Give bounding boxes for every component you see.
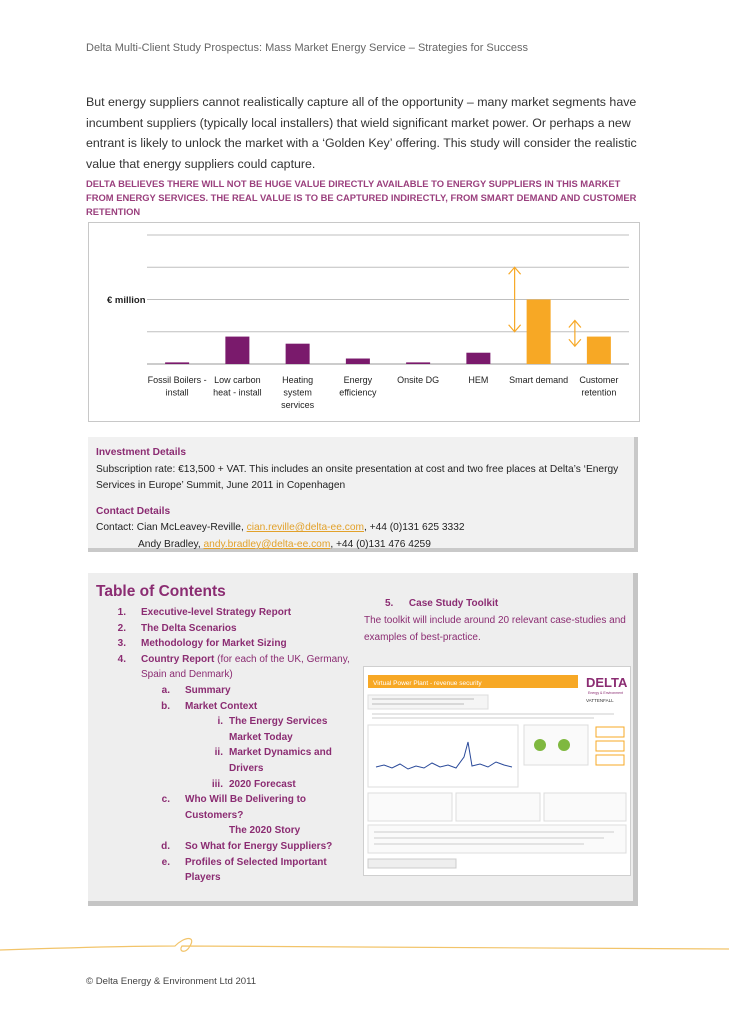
toc-item xyxy=(88,745,358,776)
thumbnail-callout xyxy=(596,741,624,751)
case-study-title: Case Study Toolkit xyxy=(408,598,499,609)
copyright-notice: © Delta Energy & Environment Ltd 2011 xyxy=(86,976,257,987)
contact-heading: Contact Details xyxy=(96,505,171,517)
toc-item-text: Profiles of Selected Important Players xyxy=(185,856,327,884)
bar xyxy=(466,353,490,364)
toc-item-subtext: The 2020 Story xyxy=(229,825,301,837)
toc-item xyxy=(88,714,358,745)
toc-item-text: The Energy Services Market Today xyxy=(229,716,328,743)
thumbnail-brand-sub: Energy & Environment xyxy=(588,691,624,695)
bar xyxy=(346,359,370,364)
running-header: Delta Multi-Client Study Prospectus: Mass Market Energy Service – Strategies for Success xyxy=(86,42,529,54)
category-label-line: Fossil Boilers - xyxy=(147,375,207,385)
category-label-line: retention xyxy=(581,387,617,398)
bar xyxy=(406,362,430,364)
category-label xyxy=(148,375,207,398)
toc-item-number: ii. xyxy=(214,747,223,759)
toc-item-number: d. xyxy=(161,840,170,852)
toc-item-text: Market Context xyxy=(185,700,258,712)
toc-item-text: Summary xyxy=(185,684,231,696)
thumbnail-text-box xyxy=(456,793,540,821)
toc-item xyxy=(88,652,358,683)
toc-item xyxy=(88,699,358,715)
thumbnail-callout xyxy=(596,727,624,737)
toc-item-text: The Delta Scenarios xyxy=(141,622,237,634)
category-label xyxy=(579,375,618,398)
investment-heading: Investment Details xyxy=(96,447,187,458)
contact-1-email-link[interactable]: cian.reville@delta-ee.com xyxy=(246,522,364,534)
table-of-contents xyxy=(88,573,638,906)
toc-item-number: 2. xyxy=(117,622,126,634)
footer-swirl-line xyxy=(0,939,729,952)
intro-paragraph: But energy suppliers cannot realistically capture all of the opportunity – many market segments have incumbent suppliers (typically local installers) that wield significant market power. Or perhaps a new entrant is likely to unlock the market with a ‘Golden Key’ offering. This study will consider the realistic value that energy suppliers could capture. xyxy=(86,95,637,171)
bar xyxy=(527,300,551,365)
case-study-block xyxy=(364,595,634,646)
toc-item xyxy=(88,792,358,839)
toc-item-number: 3. xyxy=(117,638,126,650)
category-label-line: Smart demand xyxy=(509,375,569,385)
toc-item-text: So What for Energy Suppliers? xyxy=(185,840,333,852)
footer-divider xyxy=(0,928,729,968)
toc-item-text: Market Dynamics and Drivers xyxy=(229,747,332,774)
category-label-line: Energy xyxy=(343,375,373,385)
category-label-line: efficiency xyxy=(339,387,377,398)
toc-item-text: Methodology for Market Sizing xyxy=(141,638,287,650)
contact-2-email-link[interactable]: andy.bradley@delta-ee.com xyxy=(203,538,331,550)
case-study-number: 5. xyxy=(385,598,394,609)
category-label-line: Heating xyxy=(282,375,314,385)
thumbnail-text-box xyxy=(544,793,626,821)
contact-line-2 xyxy=(96,537,626,554)
toc-item xyxy=(88,605,358,621)
toc-item-number: a. xyxy=(161,684,170,696)
category-label xyxy=(509,375,568,385)
bar xyxy=(286,344,310,364)
category-label xyxy=(339,375,377,398)
callout-statement: DELTA BELIEVES THERE WILL NOT BE HUGE VALUE DIRECTLY AVAILABLE TO ENERGY SUPPLIERS IN THIS MARKET FROM ENERGY SERVICES. THE REAL VALUE IS TO BE CAPTURED INDIRECTLY, FROM SMART DEMAND AND CUSTOMER RETENTION xyxy=(86,178,637,218)
toc-item xyxy=(88,855,358,886)
toc-item xyxy=(88,683,358,699)
bar xyxy=(225,337,249,364)
toc-title: Table of Contents xyxy=(96,583,226,600)
category-label xyxy=(397,375,439,385)
investment-text: Subscription rate: €13,500 + VAT. This includes an onsite presentation at cost and two free places at Delta’s ‘Energy Services in Europe’ Summit, June 2011 in Copenhagen xyxy=(96,463,619,492)
category-label-line: Low carbon xyxy=(214,375,261,385)
toc-item-text: Who Will Be Delivering to Customers? xyxy=(185,794,307,821)
category-label-line: Customer xyxy=(579,375,619,385)
thumbnail-partner: VATTENFALL xyxy=(586,698,614,703)
thumbnail-diagram-node xyxy=(558,739,570,751)
contact-line-1 xyxy=(96,520,626,537)
toc-list xyxy=(88,605,358,886)
case-study-thumbnail xyxy=(363,666,631,876)
category-label-line: Onsite DG xyxy=(397,375,440,385)
toc-item-number: b. xyxy=(161,700,170,712)
thumbnail-graphic xyxy=(364,667,630,875)
toc-item xyxy=(88,621,358,637)
bar xyxy=(165,362,189,364)
toc-item-number: i. xyxy=(217,716,223,728)
toc-item xyxy=(88,839,358,855)
toc-item-number: e. xyxy=(161,856,170,868)
toc-item-text: Country Report xyxy=(141,653,215,665)
bar xyxy=(587,337,611,364)
toc-item-text: Executive-level Strategy Report xyxy=(141,607,292,618)
value-chart-plot xyxy=(89,223,641,423)
thumbnail-title: Virtual Power Plant - revenue security xyxy=(373,680,482,687)
investment-panel xyxy=(88,437,638,552)
thumbnail-footer-tab xyxy=(368,859,456,868)
category-label-line: heat - install xyxy=(213,387,262,398)
toc-item-number: c. xyxy=(161,794,170,806)
thumbnail-diagram-box xyxy=(524,725,588,765)
thumbnail-callout xyxy=(596,755,624,765)
y-axis-label: € million xyxy=(107,295,146,306)
thumbnail-reference-box xyxy=(368,695,488,709)
toc-item xyxy=(88,777,358,793)
thumbnail-text-box xyxy=(368,825,626,853)
category-label xyxy=(281,375,315,410)
case-study-heading xyxy=(364,595,634,612)
category-label-line: install xyxy=(165,387,189,398)
category-label xyxy=(468,375,488,385)
toc-item-text: 2020 Forecast xyxy=(229,778,296,790)
toc-item-note: (for each of the UK, Germany, Spain and Denmark) xyxy=(141,653,350,681)
toc-item xyxy=(88,636,358,652)
case-study-description: The toolkit will include around 20 relevant case-studies and examples of best-practice. xyxy=(364,615,626,643)
category-label-line: HEM xyxy=(468,375,489,385)
contact-1-phone: , +44 (0)131 625 3332 xyxy=(363,522,465,534)
category-label-line: services xyxy=(281,400,315,410)
toc-item-number: 1. xyxy=(117,607,126,618)
value-chart xyxy=(88,222,640,422)
toc-item-number: iii. xyxy=(211,778,223,790)
contact-2-phone: , +44 (0)131 476 4259 xyxy=(330,538,431,550)
category-label xyxy=(213,375,262,398)
thumbnail-diagram-node xyxy=(534,739,546,751)
toc-item-number: 4. xyxy=(117,653,126,665)
contact-2-name: Andy Bradley, xyxy=(138,538,204,550)
thumbnail-brand: DELTA xyxy=(586,675,628,690)
category-label-line: system xyxy=(283,387,312,398)
thumbnail-chart-box xyxy=(368,725,518,787)
thumbnail-text-box xyxy=(368,793,452,821)
contact-1-name: Contact: Cian McLeavey-Reville, xyxy=(96,522,247,534)
